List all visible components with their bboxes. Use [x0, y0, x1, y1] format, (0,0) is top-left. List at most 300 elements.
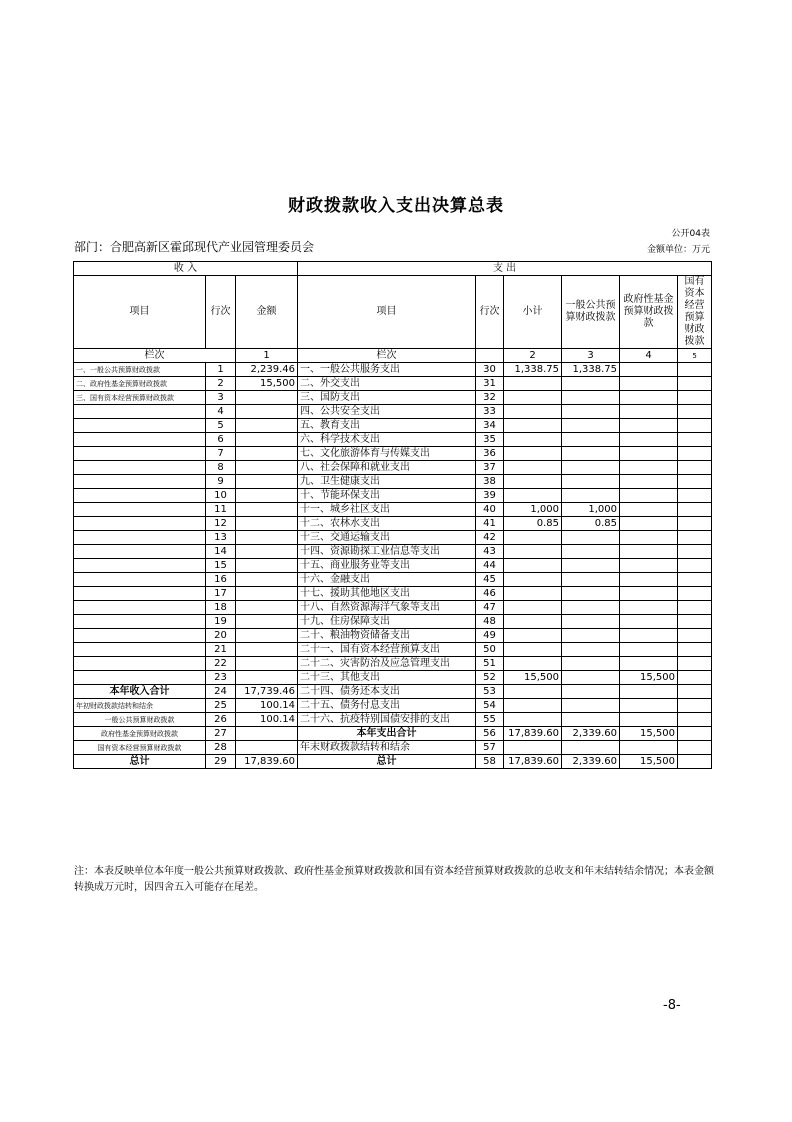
income-line-no: 26 [206, 713, 236, 727]
expense-item: 十四、资源勘探工业信息等支出 [298, 545, 476, 559]
general-budget-cell [562, 657, 620, 671]
income-amount [236, 461, 298, 475]
income-line-no: 17 [206, 587, 236, 601]
income-line-no: 19 [206, 615, 236, 629]
income-line-no: 9 [206, 475, 236, 489]
subtotal-cell: 17,839.60 [504, 727, 562, 741]
subtotal-cell [504, 559, 562, 573]
income-line-no: 27 [206, 727, 236, 741]
income-item: 本年收入合计 [74, 685, 206, 699]
table-row [74, 741, 712, 755]
table-row [74, 461, 712, 475]
state-capital-cell [678, 629, 712, 643]
income-item [74, 475, 206, 489]
state-capital-cell [678, 391, 712, 405]
income-amount [236, 433, 298, 447]
col-item: 项目 [74, 276, 206, 349]
gov-fund-cell [620, 475, 678, 489]
table-row [74, 405, 712, 419]
gov-fund-cell [620, 377, 678, 391]
table-row [74, 503, 712, 517]
table-row [74, 671, 712, 685]
table-row [74, 615, 712, 629]
general-budget-cell: 0.85 [562, 517, 620, 531]
expense-item: 十、节能环保支出 [298, 489, 476, 503]
general-budget-cell [562, 587, 620, 601]
income-amount [236, 475, 298, 489]
income-amount [236, 391, 298, 405]
subtotal-cell [504, 531, 562, 545]
income-line-no: 10 [206, 489, 236, 503]
gov-fund-cell [620, 629, 678, 643]
gov-fund-cell [620, 713, 678, 727]
col-index-4: 4 [620, 349, 678, 363]
income-amount [236, 671, 298, 685]
gov-fund-cell [620, 643, 678, 657]
income-item [74, 433, 206, 447]
expense-line-no: 30 [476, 363, 504, 377]
subtotal-cell: 0.85 [504, 517, 562, 531]
state-capital-cell [678, 363, 712, 377]
state-capital-cell [678, 377, 712, 391]
income-item [74, 545, 206, 559]
subtotal-cell [504, 643, 562, 657]
income-line-no: 23 [206, 671, 236, 685]
col-exp-item: 项目 [298, 276, 476, 349]
state-capital-cell [678, 713, 712, 727]
expense-item: 十一、城乡社区支出 [298, 503, 476, 517]
state-capital-cell [678, 419, 712, 433]
state-capital-cell [678, 741, 712, 755]
gov-fund-cell [620, 615, 678, 629]
expense-item: 十九、住房保障支出 [298, 615, 476, 629]
expense-line-no: 33 [476, 405, 504, 419]
expense-line-no: 43 [476, 545, 504, 559]
income-amount: 17,739.46 [236, 685, 298, 699]
general-budget-cell [562, 559, 620, 573]
table-row [74, 489, 712, 503]
page-title: 财政拨款收入支出决算总表 [288, 196, 504, 216]
table-row [74, 433, 712, 447]
general-budget-cell [562, 601, 620, 615]
expense-line-no: 37 [476, 461, 504, 475]
income-line-no: 13 [206, 531, 236, 545]
income-amount [236, 531, 298, 545]
income-amount [236, 405, 298, 419]
table-row [74, 419, 712, 433]
income-line-no: 3 [206, 391, 236, 405]
general-budget-cell [562, 433, 620, 447]
income-amount: 2,239.46 [236, 363, 298, 377]
expense-item: 二十五、债务付息支出 [298, 699, 476, 713]
expense-item: 十六、金融支出 [298, 573, 476, 587]
income-item: 一般公共预算财政拨款 [74, 713, 206, 727]
expense-item: 四、公共安全支出 [298, 405, 476, 419]
income-item: 一、一般公共预算财政拨款 [74, 363, 206, 377]
col-general: 一般公共预算财政拨款 [562, 276, 620, 349]
subtotal-cell [504, 545, 562, 559]
subtotal-cell [504, 447, 562, 461]
general-budget-cell [562, 461, 620, 475]
income-item: 年初财政拨款结转和结余 [74, 699, 206, 713]
expense-header: 支 出 [298, 262, 712, 276]
expense-item: 本年支出合计 [298, 727, 476, 741]
subtotal-cell [504, 419, 562, 433]
income-item [74, 559, 206, 573]
expense-line-no: 49 [476, 629, 504, 643]
income-amount: 17,839.60 [236, 755, 298, 769]
general-budget-cell: 1,000 [562, 503, 620, 517]
gov-fund-cell [620, 391, 678, 405]
subtotal-cell [504, 475, 562, 489]
expense-line-no: 40 [476, 503, 504, 517]
col-gov-fund: 政府性基金预算财政拨款 [620, 276, 678, 349]
expense-item: 二十一、国有资本经营预算支出 [298, 643, 476, 657]
expense-line-no: 58 [476, 755, 504, 769]
state-capital-cell [678, 699, 712, 713]
table-row [74, 629, 712, 643]
expense-item: 三、国防支出 [298, 391, 476, 405]
col-index-3: 3 [562, 349, 620, 363]
state-capital-cell [678, 517, 712, 531]
gov-fund-cell [620, 405, 678, 419]
state-capital-cell [678, 727, 712, 741]
general-budget-cell [562, 391, 620, 405]
expense-item: 二十六、抗疫特别国债安排的支出 [298, 713, 476, 727]
income-item [74, 573, 206, 587]
expense-line-no: 53 [476, 685, 504, 699]
state-capital-cell [678, 685, 712, 699]
subtotal-cell [504, 615, 562, 629]
expense-item: 十五、商业服务业等支出 [298, 559, 476, 573]
income-item [74, 531, 206, 545]
income-line-no: 1 [206, 363, 236, 377]
table-row [74, 643, 712, 657]
state-capital-cell [678, 657, 712, 671]
general-budget-cell [562, 741, 620, 755]
general-budget-cell [562, 699, 620, 713]
table-row [74, 713, 712, 727]
subtotal-cell [504, 573, 562, 587]
general-budget-cell [562, 713, 620, 727]
expense-line-no: 41 [476, 517, 504, 531]
general-budget-cell [562, 447, 620, 461]
subtotal-cell [504, 489, 562, 503]
gov-fund-cell [620, 685, 678, 699]
state-capital-cell [678, 671, 712, 685]
state-capital-cell [678, 475, 712, 489]
income-amount [236, 573, 298, 587]
state-capital-cell [678, 405, 712, 419]
gov-fund-cell [620, 545, 678, 559]
expense-item: 十八、自然资源海洋气象等支出 [298, 601, 476, 615]
gov-fund-cell [620, 559, 678, 573]
income-item [74, 657, 206, 671]
table-row [74, 573, 712, 587]
income-line-no: 4 [206, 405, 236, 419]
expense-item: 十三、交通运输支出 [298, 531, 476, 545]
header-row-2 [74, 276, 712, 349]
subtotal-cell [504, 461, 562, 475]
table-row [74, 559, 712, 573]
table-row [74, 391, 712, 405]
expense-item: 五、教育支出 [298, 419, 476, 433]
state-capital-cell [678, 615, 712, 629]
subtotal-cell: 1,338.75 [504, 363, 562, 377]
income-line-no: 14 [206, 545, 236, 559]
gov-fund-cell: 15,500 [620, 727, 678, 741]
table-row [74, 447, 712, 461]
expense-item: 六、科学技术支出 [298, 433, 476, 447]
table-row [74, 601, 712, 615]
subtotal-cell [504, 629, 562, 643]
income-amount: 15,500 [236, 377, 298, 391]
blank-cell [476, 349, 504, 363]
col-amount: 金额 [236, 276, 298, 349]
department-label: 部门：合肥高新区霍邱现代产业园管理委员会 [74, 240, 315, 254]
subtotal-cell [504, 741, 562, 755]
general-budget-cell [562, 475, 620, 489]
income-header: 收 入 [74, 262, 298, 276]
income-line-no: 20 [206, 629, 236, 643]
general-budget-cell: 2,339.60 [562, 755, 620, 769]
expense-item: 总计 [298, 755, 476, 769]
income-amount: 100.14 [236, 699, 298, 713]
subtotal-cell [504, 391, 562, 405]
col-exp-line-no: 行次 [476, 276, 504, 349]
income-amount [236, 727, 298, 741]
general-budget-cell [562, 573, 620, 587]
income-item: 二、政府性基金预算财政拨款 [74, 377, 206, 391]
income-item [74, 643, 206, 657]
income-item [74, 489, 206, 503]
income-amount [236, 545, 298, 559]
income-line-no: 21 [206, 643, 236, 657]
income-item [74, 601, 206, 615]
gov-fund-cell: 15,500 [620, 671, 678, 685]
header-row-3 [74, 349, 712, 363]
col-label: 栏次 [74, 349, 236, 363]
expense-line-no: 32 [476, 391, 504, 405]
expense-line-no: 57 [476, 741, 504, 755]
col-state-capital: 国有资本经营预算财政拨款 [678, 276, 712, 349]
subtotal-cell [504, 699, 562, 713]
income-line-no: 24 [206, 685, 236, 699]
general-budget-cell [562, 419, 620, 433]
expense-line-no: 54 [476, 699, 504, 713]
expense-line-no: 42 [476, 531, 504, 545]
table-row [74, 755, 712, 769]
expense-line-no: 39 [476, 489, 504, 503]
gov-fund-cell [620, 419, 678, 433]
expense-line-no: 47 [476, 601, 504, 615]
subtotal-cell [504, 601, 562, 615]
state-capital-cell [678, 643, 712, 657]
general-budget-cell [562, 545, 620, 559]
income-item [74, 405, 206, 419]
state-capital-cell [678, 573, 712, 587]
general-budget-cell [562, 405, 620, 419]
general-budget-cell: 1,338.75 [562, 363, 620, 377]
expense-line-no: 46 [476, 587, 504, 601]
income-line-no: 12 [206, 517, 236, 531]
income-line-no: 16 [206, 573, 236, 587]
income-item [74, 587, 206, 601]
unit-label: 金额单位：万元 [646, 245, 710, 255]
expense-item: 九、卫生健康支出 [298, 475, 476, 489]
subtotal-cell: 1,000 [504, 503, 562, 517]
gov-fund-cell [620, 573, 678, 587]
expense-line-no: 45 [476, 573, 504, 587]
subtotal-cell [504, 657, 562, 671]
expense-line-no: 52 [476, 671, 504, 685]
income-amount [236, 643, 298, 657]
income-item [74, 419, 206, 433]
income-line-no: 2 [206, 377, 236, 391]
table-row [74, 587, 712, 601]
table-row [74, 377, 712, 391]
subtotal-cell [504, 433, 562, 447]
expense-item: 二十三、其他支出 [298, 671, 476, 685]
income-line-no: 5 [206, 419, 236, 433]
table-row [74, 517, 712, 531]
general-budget-cell [562, 377, 620, 391]
expense-item: 十七、援助其他地区支出 [298, 587, 476, 601]
expense-line-no: 50 [476, 643, 504, 657]
general-budget-cell [562, 489, 620, 503]
subtotal-cell: 15,500 [504, 671, 562, 685]
state-capital-cell [678, 755, 712, 769]
state-capital-cell [678, 433, 712, 447]
subtotal-cell: 17,839.60 [504, 755, 562, 769]
gov-fund-cell [620, 601, 678, 615]
gov-fund-cell [620, 587, 678, 601]
expense-line-no: 56 [476, 727, 504, 741]
expense-line-no: 31 [476, 377, 504, 391]
state-capital-cell [678, 601, 712, 615]
header-row-1 [74, 262, 712, 276]
gov-fund-cell [620, 741, 678, 755]
table-row [74, 545, 712, 559]
income-item [74, 517, 206, 531]
expense-item: 八、社会保障和就业支出 [298, 461, 476, 475]
expense-item: 十二、农林水支出 [298, 517, 476, 531]
income-amount [236, 419, 298, 433]
income-amount: 100.14 [236, 713, 298, 727]
expense-line-no: 51 [476, 657, 504, 671]
general-budget-cell [562, 671, 620, 685]
col-index-5: 5 [678, 349, 712, 363]
gov-fund-cell [620, 363, 678, 377]
income-amount [236, 559, 298, 573]
general-budget-cell [562, 685, 620, 699]
income-line-no: 22 [206, 657, 236, 671]
income-item [74, 503, 206, 517]
subtotal-cell [504, 405, 562, 419]
gov-fund-cell [620, 517, 678, 531]
expense-item: 二、外交支出 [298, 377, 476, 391]
expense-line-no: 36 [476, 447, 504, 461]
table-row [74, 363, 712, 377]
state-capital-cell [678, 447, 712, 461]
col-subtotal: 小计 [504, 276, 562, 349]
income-amount [236, 741, 298, 755]
col-label-2: 栏次 [298, 349, 476, 363]
income-amount [236, 615, 298, 629]
gov-fund-cell [620, 489, 678, 503]
income-item: 政府性基金预算财政拨款 [74, 727, 206, 741]
state-capital-cell [678, 531, 712, 545]
income-line-no: 25 [206, 699, 236, 713]
gov-fund-cell [620, 531, 678, 545]
income-item [74, 615, 206, 629]
gov-fund-cell: 15,500 [620, 755, 678, 769]
general-budget-cell: 2,339.60 [562, 727, 620, 741]
income-amount [236, 601, 298, 615]
expense-item: 年末财政拨款结转和结余 [298, 741, 476, 755]
income-item [74, 461, 206, 475]
expense-item: 七、文化旅游体育与传媒支出 [298, 447, 476, 461]
col-line-no: 行次 [206, 276, 236, 349]
gov-fund-cell [620, 657, 678, 671]
income-amount [236, 503, 298, 517]
table-row [74, 531, 712, 545]
income-line-no: 7 [206, 447, 236, 461]
table-row [74, 727, 712, 741]
subtotal-cell [504, 587, 562, 601]
income-line-no: 29 [206, 755, 236, 769]
income-item: 国有资本经营预算财政拨款 [74, 741, 206, 755]
general-budget-cell [562, 629, 620, 643]
state-capital-cell [678, 587, 712, 601]
table-row [74, 699, 712, 713]
general-budget-cell [562, 643, 620, 657]
state-capital-cell [678, 559, 712, 573]
state-capital-cell [678, 489, 712, 503]
income-amount [236, 657, 298, 671]
subtotal-cell [504, 685, 562, 699]
table-row [74, 657, 712, 671]
income-amount [236, 587, 298, 601]
income-line-no: 8 [206, 461, 236, 475]
expense-item: 二十二、灾害防治及应急管理支出 [298, 657, 476, 671]
state-capital-cell [678, 461, 712, 475]
income-line-no: 6 [206, 433, 236, 447]
subtotal-cell [504, 377, 562, 391]
gov-fund-cell [620, 461, 678, 475]
state-capital-cell [678, 503, 712, 517]
income-line-no: 11 [206, 503, 236, 517]
general-budget-cell [562, 531, 620, 545]
expense-line-no: 35 [476, 433, 504, 447]
expense-line-no: 38 [476, 475, 504, 489]
income-amount [236, 517, 298, 531]
form-number: 公开04表 [671, 229, 710, 239]
expense-item: 二十、粮油物资储备支出 [298, 629, 476, 643]
gov-fund-cell [620, 433, 678, 447]
col-index-1: 1 [236, 349, 298, 363]
income-item [74, 671, 206, 685]
income-item [74, 629, 206, 643]
expense-item: 一、一般公共服务支出 [298, 363, 476, 377]
footnote: 注：本表反映单位本年度一般公共预算财政拨款、政府性基金预算财政拨款和国有资本经营预算财政拨款的总收支和年末结转结余情况；本表金额转换成万元时，因四舍五入可能存在尾差。 [74, 866, 714, 893]
expense-line-no: 34 [476, 419, 504, 433]
page-number: -8- [663, 998, 681, 1013]
income-amount [236, 447, 298, 461]
gov-fund-cell [620, 447, 678, 461]
expense-line-no: 48 [476, 615, 504, 629]
income-item: 总计 [74, 755, 206, 769]
